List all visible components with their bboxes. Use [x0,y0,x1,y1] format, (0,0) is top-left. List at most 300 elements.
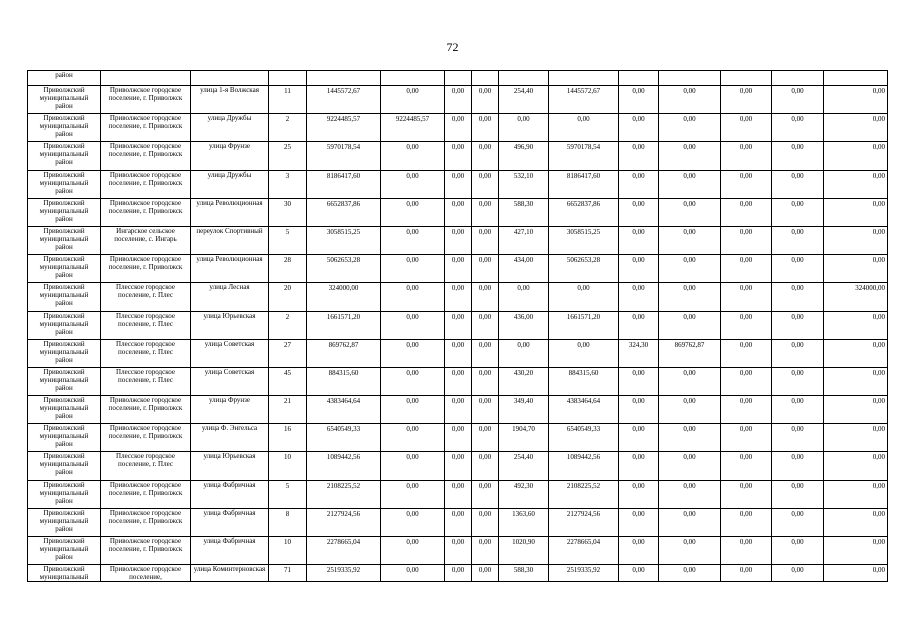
house-number-cell: 10 [269,452,307,480]
house-number-cell: 71 [269,565,307,582]
value-cell: 0,00 [619,367,659,395]
value-cell: 0,00 [381,367,445,395]
value-cell: 0,00 [472,339,499,367]
value-cell: 0,00 [445,255,472,283]
total-cost-cell: 9224485,57 [307,114,381,142]
value-cell: 0,00 [659,424,721,452]
total-cost-cell: 5970178,54 [307,142,381,170]
total-cost-cell: 1661571,20 [307,311,381,339]
street-cell: улица Фабричная [191,508,269,536]
settlement-cell: Плесское городское поселение, г. Плес [101,283,191,311]
area-cell: 349,40 [499,396,549,424]
value-cell [659,71,721,86]
sum-cell: 1661571,20 [549,311,619,339]
street-cell: улица Коминтерновская [191,565,269,582]
house-number-cell: 5 [269,480,307,508]
value-cell: 0,00 [445,142,472,170]
total-cost-cell: 5062653,28 [307,255,381,283]
house-number-cell: 21 [269,396,307,424]
value-cell: 0,00 [772,508,824,536]
area-cell: 588,30 [499,565,549,582]
value-cell: 0,00 [824,565,888,582]
value-cell: 0,00 [381,226,445,254]
value-cell: 0,00 [659,565,721,582]
house-number-cell: 8 [269,508,307,536]
value-cell: 0,00 [824,255,888,283]
value-cell: 0,00 [824,396,888,424]
sum-cell [549,71,619,86]
street-cell: улица Юрьевская [191,452,269,480]
value-cell: 0,00 [445,198,472,226]
value-cell: 9224485,57 [381,114,445,142]
area-cell: 1020,90 [499,537,549,565]
street-cell: улица Советская [191,367,269,395]
table-row [28,508,888,536]
total-cost-cell: 1445572,67 [307,86,381,114]
value-cell: 0,00 [659,198,721,226]
value-cell: 0,00 [445,565,472,582]
value-cell: 0,00 [619,424,659,452]
street-cell: улица Революционная [191,198,269,226]
value-cell: 0,00 [381,565,445,582]
value-cell: 324000,00 [824,283,888,311]
value-cell: 0,00 [472,142,499,170]
table-row [28,480,888,508]
area-cell: 434,00 [499,255,549,283]
value-cell: 0,00 [445,396,472,424]
street-cell: улица Ф. Энгельса [191,424,269,452]
district-cell: Приволжский муниципальный [28,565,101,582]
sum-cell: 3058515,25 [549,226,619,254]
sum-cell: 2278665,04 [549,537,619,565]
area-cell: 496,90 [499,142,549,170]
value-cell: 0,00 [721,367,772,395]
district-cell: район [28,71,101,86]
sum-cell: 884315,60 [549,367,619,395]
house-number-cell: 45 [269,367,307,395]
value-cell: 0,00 [772,283,824,311]
total-cost-cell: 6652837,86 [307,198,381,226]
settlement-cell: Плесское городское поселение, г. Плес [101,311,191,339]
value-cell: 0,00 [824,480,888,508]
value-cell: 0,00 [619,565,659,582]
value-cell: 0,00 [619,86,659,114]
value-cell: 0,00 [445,86,472,114]
value-cell: 0,00 [445,114,472,142]
table-row [28,226,888,254]
value-cell: 0,00 [445,537,472,565]
value-cell: 0,00 [824,198,888,226]
total-cost-cell: 2278665,04 [307,537,381,565]
value-cell: 0,00 [772,480,824,508]
total-cost-cell: 2108225,52 [307,480,381,508]
street-cell: улица Лесная [191,283,269,311]
value-cell: 0,00 [824,142,888,170]
value-cell: 0,00 [381,480,445,508]
total-cost-cell: 884315,60 [307,367,381,395]
district-cell: Приволжский муниципальный район [28,480,101,508]
settlement-cell: Ингарское сельское поселение, с. Ингарь [101,226,191,254]
value-cell: 0,00 [772,396,824,424]
area-cell: 492,30 [499,480,549,508]
district-cell: Приволжский муниципальный район [28,255,101,283]
value-cell: 0,00 [721,452,772,480]
value-cell: 0,00 [824,367,888,395]
value-cell: 0,00 [445,508,472,536]
value-cell: 0,00 [824,170,888,198]
settlement-cell: Приволжское городское поселение, г. Приволжск [101,142,191,170]
value-cell: 324,30 [619,339,659,367]
district-cell: Приволжский муниципальный район [28,452,101,480]
value-cell [721,71,772,86]
value-cell: 0,00 [721,508,772,536]
value-cell: 0,00 [619,142,659,170]
district-cell: Приволжский муниципальный район [28,339,101,367]
table-row [28,424,888,452]
value-cell: 0,00 [472,86,499,114]
table-row [28,198,888,226]
house-number-cell: 5 [269,226,307,254]
district-cell: Приволжский муниципальный район [28,508,101,536]
value-cell: 0,00 [619,283,659,311]
area-cell: 1363,60 [499,508,549,536]
value-cell: 0,00 [619,396,659,424]
value-cell: 0,00 [772,452,824,480]
value-cell: 0,00 [445,480,472,508]
sum-cell: 0,00 [549,283,619,311]
value-cell: 0,00 [659,480,721,508]
value-cell: 0,00 [721,537,772,565]
value-cell: 0,00 [772,565,824,582]
value-cell: 0,00 [472,537,499,565]
value-cell: 0,00 [772,255,824,283]
value-cell [445,71,472,86]
sum-cell: 5970178,54 [549,142,619,170]
district-cell: Приволжский муниципальный район [28,537,101,565]
district-cell: Приволжский муниципальный район [28,396,101,424]
value-cell: 0,00 [659,114,721,142]
value-cell: 0,00 [381,142,445,170]
street-cell: улица Фабричная [191,537,269,565]
value-cell: 0,00 [721,283,772,311]
value-cell: 0,00 [472,396,499,424]
value-cell: 0,00 [772,339,824,367]
value-cell: 0,00 [445,226,472,254]
area-cell: 254,40 [499,86,549,114]
value-cell: 0,00 [472,114,499,142]
value-cell: 869762,87 [659,339,721,367]
house-number-cell: 2 [269,311,307,339]
settlement-cell: Плесское городское поселение, г. Плес [101,452,191,480]
settlement-cell: Приволжское городское поселение, г. Приволжск [101,170,191,198]
settlement-cell: Приволжское городское поселение, г. Приволжск [101,396,191,424]
settlement-cell: Приволжское городское поселение, г. Приволжск [101,480,191,508]
area-cell: 1904,70 [499,424,549,452]
settlement-cell: Приволжское городское поселение, г. Приволжск [101,508,191,536]
value-cell: 0,00 [721,114,772,142]
value-cell: 0,00 [772,170,824,198]
sum-cell: 0,00 [549,114,619,142]
street-cell: улица Фрунзе [191,142,269,170]
value-cell: 0,00 [619,480,659,508]
total-cost-cell: 6540549,33 [307,424,381,452]
table-row [28,255,888,283]
district-cell: Приволжский муниципальный район [28,226,101,254]
value-cell: 0,00 [445,283,472,311]
sum-cell: 0,00 [549,339,619,367]
value-cell: 0,00 [472,480,499,508]
district-cell: Приволжский муниципальный район [28,198,101,226]
total-cost-cell: 2519335,92 [307,565,381,582]
value-cell: 0,00 [381,311,445,339]
value-cell: 0,00 [659,255,721,283]
value-cell: 0,00 [619,255,659,283]
value-cell [472,71,499,86]
value-cell: 0,00 [381,339,445,367]
house-number-cell: 16 [269,424,307,452]
settlement-cell: Приволжское городское поселение, г. Приволжск [101,198,191,226]
total-cost-cell: 1089442,56 [307,452,381,480]
value-cell: 0,00 [472,255,499,283]
value-cell: 0,00 [445,311,472,339]
value-cell: 0,00 [772,114,824,142]
table-row [28,114,888,142]
value-cell: 0,00 [381,452,445,480]
value-cell: 0,00 [772,311,824,339]
value-cell: 0,00 [619,508,659,536]
settlement-cell: Приволжское городское поселение, [101,565,191,582]
value-cell: 0,00 [772,424,824,452]
value-cell: 0,00 [381,198,445,226]
street-cell: улица Фабричная [191,480,269,508]
street-cell: улица Фрунзе [191,396,269,424]
table-row [28,565,888,582]
value-cell: 0,00 [659,396,721,424]
page-number: 72 [446,40,459,54]
area-cell: 436,00 [499,311,549,339]
value-cell: 0,00 [824,424,888,452]
street-cell: улица Юрьевская [191,311,269,339]
value-cell: 0,00 [381,255,445,283]
total-cost-cell: 8186417,60 [307,170,381,198]
street-cell: улица Дружбы [191,114,269,142]
value-cell: 0,00 [619,537,659,565]
settlement-cell: Плесское городское поселение, г. Плес [101,367,191,395]
value-cell: 0,00 [619,198,659,226]
value-cell: 0,00 [659,452,721,480]
total-cost-cell: 4383464,64 [307,396,381,424]
settlement-cell: Плесское городское поселение, г. Плес [101,339,191,367]
area-cell: 588,30 [499,198,549,226]
value-cell [772,71,824,86]
sum-cell: 2519335,92 [549,565,619,582]
value-cell: 0,00 [445,170,472,198]
house-number-cell: 20 [269,283,307,311]
house-number-cell: 30 [269,198,307,226]
settlement-cell: Приволжское городское поселение, г. Приволжск [101,424,191,452]
value-cell: 0,00 [619,114,659,142]
table-row [28,452,888,480]
value-cell: 0,00 [721,311,772,339]
value-cell: 0,00 [659,142,721,170]
value-cell [824,71,888,86]
value-cell: 0,00 [381,86,445,114]
sum-cell: 6652837,86 [549,198,619,226]
area-cell: 0,00 [499,283,549,311]
street-cell [191,71,269,86]
table-row [28,142,888,170]
value-cell: 0,00 [721,565,772,582]
value-cell: 0,00 [445,452,472,480]
area-cell: 427,10 [499,226,549,254]
value-cell: 0,00 [472,452,499,480]
value-cell: 0,00 [659,537,721,565]
value-cell: 0,00 [824,537,888,565]
value-cell: 0,00 [381,396,445,424]
value-cell: 0,00 [381,424,445,452]
value-cell: 0,00 [659,311,721,339]
value-cell: 0,00 [824,452,888,480]
value-cell: 0,00 [472,198,499,226]
sum-cell: 2127924,56 [549,508,619,536]
area-cell: 0,00 [499,114,549,142]
value-cell: 0,00 [445,339,472,367]
value-cell: 0,00 [619,226,659,254]
value-cell: 0,00 [659,86,721,114]
sum-cell: 1089442,56 [549,452,619,480]
value-cell: 0,00 [381,537,445,565]
area-cell: 430,20 [499,367,549,395]
settlement-cell: Приволжское городское поселение, г. Приволжск [101,114,191,142]
data-table [27,70,888,582]
value-cell: 0,00 [721,396,772,424]
value-cell: 0,00 [659,283,721,311]
settlement-cell: Приволжское городское поселение, г. Приволжск [101,537,191,565]
value-cell [381,71,445,86]
value-cell: 0,00 [472,565,499,582]
sum-cell: 5062653,28 [549,255,619,283]
house-number-cell: 11 [269,86,307,114]
district-cell: Приволжский муниципальный район [28,86,101,114]
value-cell: 0,00 [619,170,659,198]
value-cell: 0,00 [721,339,772,367]
value-cell: 0,00 [659,508,721,536]
total-cost-cell: 869762,87 [307,339,381,367]
total-cell [307,71,381,86]
value-cell: 0,00 [772,226,824,254]
street-cell: улица 1-я Волжская [191,86,269,114]
total-cost-cell: 324000,00 [307,283,381,311]
sum-cell: 4383464,64 [549,396,619,424]
value-cell: 0,00 [824,508,888,536]
value-cell: 0,00 [721,170,772,198]
value-cell: 0,00 [772,142,824,170]
value-cell: 0,00 [619,452,659,480]
table-row [28,367,888,395]
table-row [28,396,888,424]
value-cell: 0,00 [721,142,772,170]
area-cell: 532,10 [499,170,549,198]
house-number-cell: 2 [269,114,307,142]
value-cell: 0,00 [445,424,472,452]
table-row-fragment [28,71,888,86]
sum-cell: 2108225,52 [549,480,619,508]
area-cell: 254,40 [499,452,549,480]
value-cell: 0,00 [824,114,888,142]
value-cell: 0,00 [659,226,721,254]
table-row [28,339,888,367]
district-cell: Приволжский муниципальный район [28,142,101,170]
house-number-cell: 3 [269,170,307,198]
house-cell [269,71,307,86]
value-cell: 0,00 [772,198,824,226]
district-cell: Приволжский муниципальный район [28,424,101,452]
value-cell: 0,00 [381,283,445,311]
sum-cell: 6540549,33 [549,424,619,452]
settlement-cell: Приволжское городское поселение, г. Приволжск [101,86,191,114]
table-row [28,170,888,198]
value-cell: 0,00 [772,86,824,114]
total-cost-cell: 3058515,25 [307,226,381,254]
district-cell: Приволжский муниципальный район [28,114,101,142]
table-row [28,283,888,311]
value-cell: 0,00 [472,367,499,395]
table-row [28,86,888,114]
value-cell: 0,00 [824,311,888,339]
district-cell: Приволжский муниципальный район [28,367,101,395]
settlement-cell [101,71,191,86]
house-number-cell: 10 [269,537,307,565]
district-cell: Приволжский муниципальный район [28,170,101,198]
value-cell: 0,00 [824,226,888,254]
table-row [28,537,888,565]
value-cell: 0,00 [445,367,472,395]
value-cell: 0,00 [659,367,721,395]
value-cell: 0,00 [721,424,772,452]
value-cell: 0,00 [721,255,772,283]
value-cell: 0,00 [472,283,499,311]
district-cell: Приволжский муниципальный район [28,283,101,311]
value-cell: 0,00 [721,480,772,508]
value-cell: 0,00 [472,424,499,452]
street-cell: улица Советская [191,339,269,367]
value-cell: 0,00 [659,170,721,198]
sum-cell: 8186417,60 [549,170,619,198]
value-cell: 0,00 [472,226,499,254]
value-cell: 0,00 [381,508,445,536]
house-number-cell: 28 [269,255,307,283]
value-cell [619,71,659,86]
value-cell: 0,00 [381,170,445,198]
total-cost-cell: 2127924,56 [307,508,381,536]
street-cell: улица Дружбы [191,170,269,198]
value-cell: 0,00 [721,86,772,114]
value-cell: 0,00 [721,198,772,226]
value-cell: 0,00 [721,226,772,254]
value-cell: 0,00 [472,508,499,536]
street-cell: улица Революционная [191,255,269,283]
sum-cell: 1445572,67 [549,86,619,114]
settlement-cell: Приволжское городское поселение, г. Приволжск [101,255,191,283]
value-cell: 0,00 [619,311,659,339]
house-number-cell: 27 [269,339,307,367]
value-cell: 0,00 [772,537,824,565]
house-number-cell: 25 [269,142,307,170]
value-cell: 0,00 [472,170,499,198]
district-cell: Приволжский муниципальный район [28,311,101,339]
area-cell [499,71,549,86]
area-cell: 0,00 [499,339,549,367]
